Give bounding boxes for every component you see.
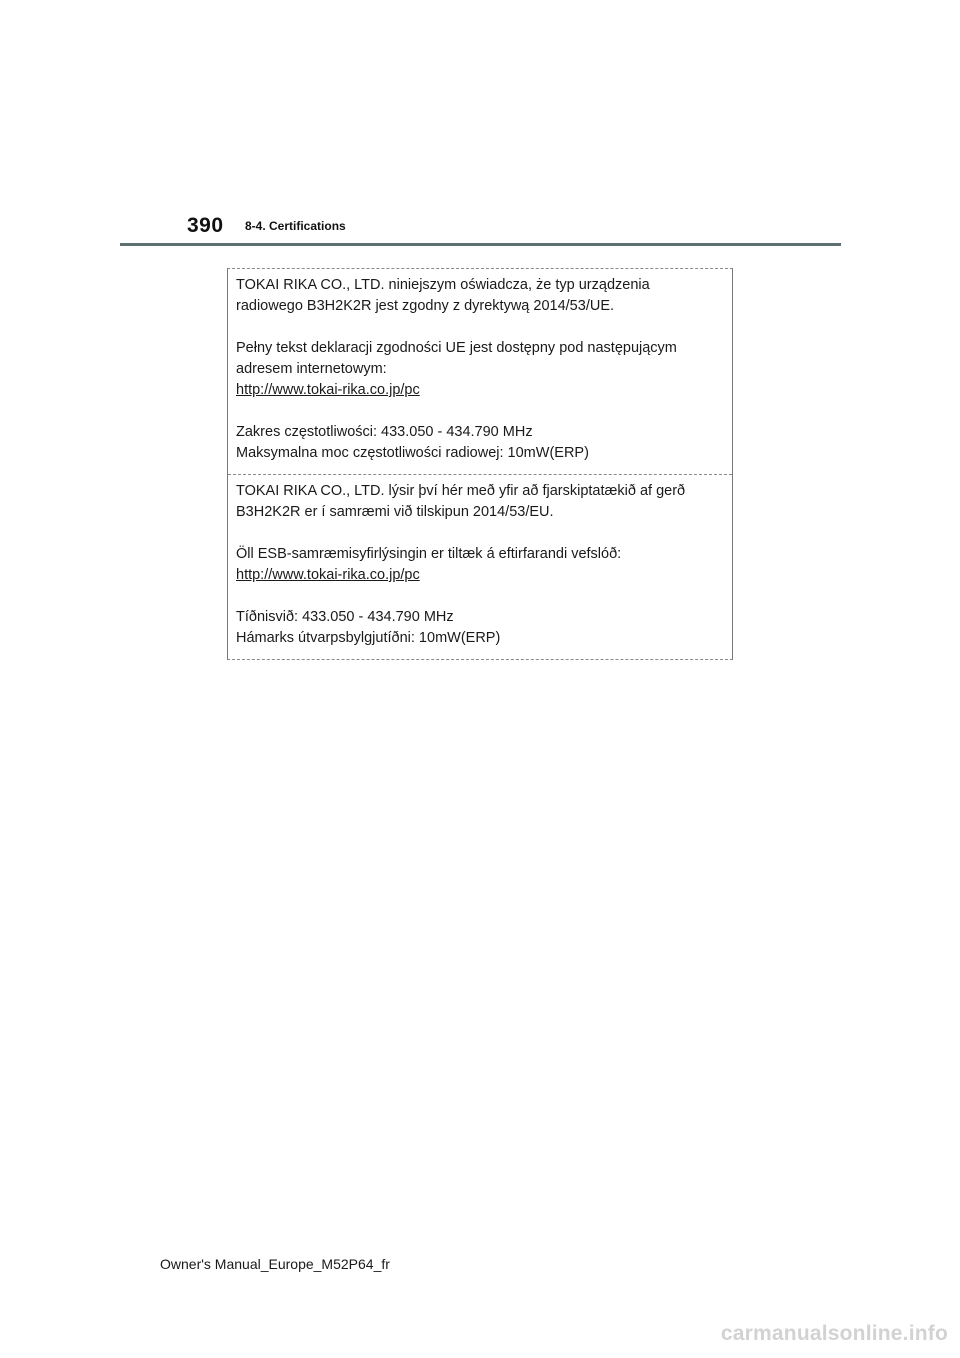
certification-box [227,268,733,660]
footer-manual-id: Owner's Manual_Europe_M52P64_fr [160,1256,390,1272]
section-title: 8-4. Certifications [245,219,346,233]
eu-declaration-line-1: Pełny tekst deklaracji zgodności UE jest dostępny pod następującym [236,340,677,356]
declaration-line-2: B3H2K2R er í samræmi við tilskipun 2014/53/EU. [236,504,554,520]
page-number: 390 [187,214,224,237]
declaration-line-1: TOKAI RIKA CO., LTD. lýsir því hér með yfir að fjarskiptatækið af gerð [236,483,686,499]
certification-section-polish [228,269,732,474]
frequency-range: Tíðnisvið: 433.050 - 434.790 MHz [236,609,454,625]
certification-section-icelandic [228,474,732,659]
max-power: Hámarks útvarpsbylgjutíðni: 10mW(ERP) [236,630,501,646]
max-power: Maksymalna moc częstotliwości radiowej: 10mW(ERP) [236,445,589,461]
frequency-range: Zakres częstotliwości: 433.050 - 434.790 MHz [236,424,533,440]
eu-declaration-line-1: Öll ESB-samræmisyfirlýsingin er tiltæk á eftirfarandi vefslóð: [236,546,622,562]
declaration-url-link[interactable]: http://www.tokai-rika.co.jp/pc [236,567,420,583]
declaration-line-1: TOKAI RIKA CO., LTD. niniejszym oświadcza, że typ urządzenia [236,277,650,293]
watermark: carmanualsonline.info [720,1322,948,1345]
header-rule [120,243,841,246]
eu-declaration-line-2: adresem internetowym: [236,361,387,377]
declaration-line-2: radiowego B3H2K2R jest zgodny z dyrektywą 2014/53/UE. [236,298,615,314]
declaration-url-link[interactable]: http://www.tokai-rika.co.jp/pc [236,382,420,398]
